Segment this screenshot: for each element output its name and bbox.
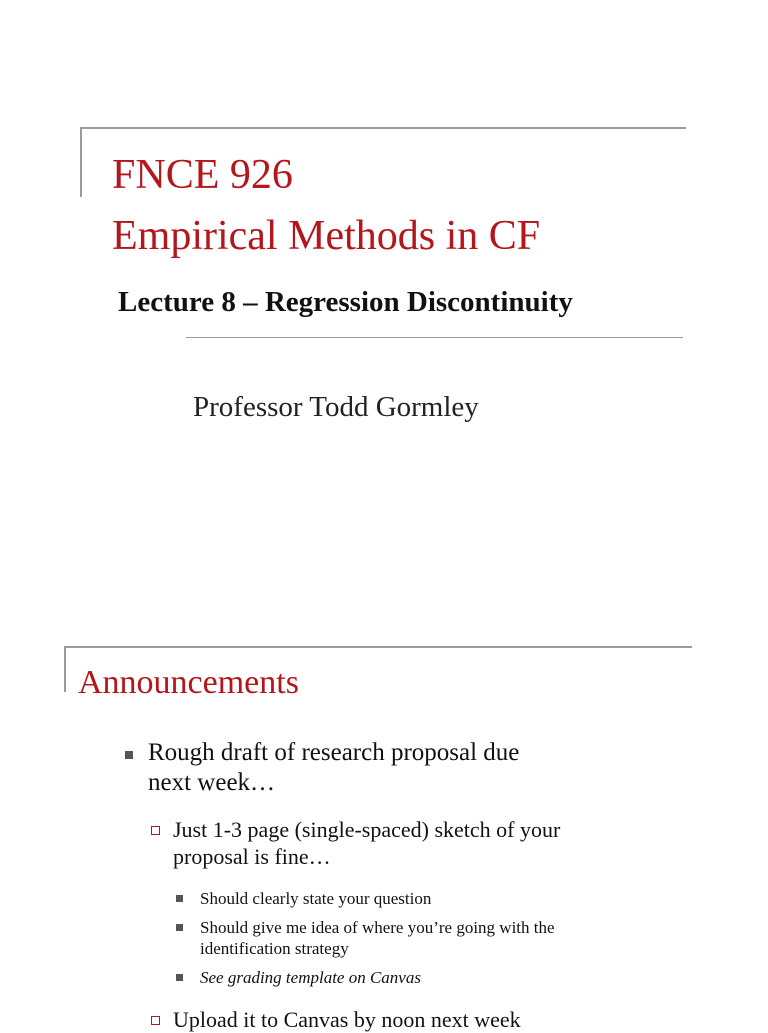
title-frame-vertical-rule <box>80 127 82 197</box>
slide2-frame-top-rule <box>64 646 692 648</box>
course-code-title: FNCE 926 <box>112 152 293 198</box>
hollow-square-bullet-icon <box>151 826 160 835</box>
author-name: Professor Todd Gormley <box>193 391 479 423</box>
square-bullet-icon <box>125 751 133 759</box>
slide2-frame-vertical-rule <box>64 646 66 692</box>
subsub-bullet-grading-template: See grading template on Canvas <box>200 968 421 987</box>
subsub-bullet-identification: Should give me idea of where you’re going with the identification strategy <box>200 918 555 958</box>
sub-bullet-sketch: Just 1-3 page (single-spaced) sketch of your proposal is fine… <box>173 817 561 869</box>
title-frame-top-rule <box>80 127 686 129</box>
announcements-heading: Announcements <box>78 664 299 701</box>
lecture-subtitle: Lecture 8 – Regression Discontinuity <box>118 286 573 318</box>
square-bullet-icon <box>176 895 183 902</box>
square-bullet-icon <box>176 974 183 981</box>
subsub-bullet-question: Should clearly state your question <box>200 889 432 908</box>
bullet-rough-draft: Rough draft of research proposal due next week… <box>148 739 520 796</box>
course-name-title: Empirical Methods in CF <box>112 213 541 259</box>
sub-bullet-upload: Upload it to Canvas by noon next week <box>173 1007 521 1032</box>
subtitle-underline-rule <box>186 337 683 338</box>
square-bullet-icon <box>176 924 183 931</box>
